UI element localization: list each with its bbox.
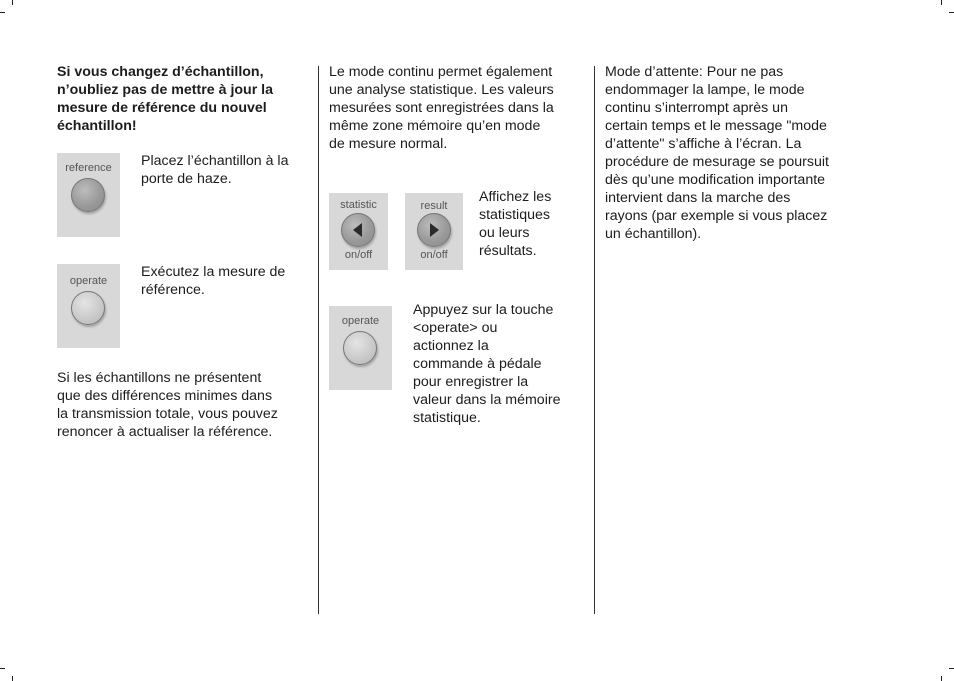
statistic-key-label: statistic <box>340 199 377 211</box>
reference-note: Si les échantillons ne présentent que des différences minimes dans la transmission totale, vous pouvez renoncer à actualiser la référence. <box>57 370 278 440</box>
continuous-mode-intro: Le mode continu permet également une analyse statistique. Les valeurs mesurées sont enregistrées dans la même zone mémoire qu’en mode de mesure normal. <box>329 64 554 152</box>
result-key-panel <box>405 193 463 270</box>
step1-text: Placez l’échantillon à la porte de haze. <box>141 153 289 187</box>
operate-button-icon[interactable] <box>71 291 105 325</box>
crop-mark <box>941 676 942 681</box>
crop-mark <box>12 676 13 681</box>
left-arrow-button-icon[interactable] <box>341 213 375 247</box>
operate-button-icon-2[interactable] <box>343 331 377 365</box>
reference-key-panel <box>57 153 120 237</box>
operate-key-label: operate <box>69 275 108 287</box>
step2-text: Exécutez la mesure de référence. <box>141 264 286 298</box>
column-divider <box>594 66 595 614</box>
crop-mark <box>0 668 5 669</box>
operate-key-label-2: operate <box>341 315 380 327</box>
reference-button-icon[interactable] <box>71 178 105 212</box>
result-onoff-label: on/off <box>420 249 448 261</box>
statistic-key-panel <box>329 193 388 270</box>
operate-key-panel <box>57 264 120 348</box>
standby-mode-text: Mode d’attente: Pour ne pas endommager la lampe, le mode continu s’interrompt après un certain temps et le message "mode d’attente" s’affiche à l’écran. La procédure de mesurage se poursuit dès qu’une modification importante intervient dans la marche des rayons (par exemple si vous placez un échantillon). <box>605 64 829 242</box>
reference-key-label: reference <box>65 162 112 174</box>
operate-key-panel-2 <box>329 306 392 390</box>
crop-mark <box>941 0 942 5</box>
right-arrow-button-icon[interactable] <box>417 213 451 247</box>
crop-mark <box>12 0 13 5</box>
column-divider <box>318 66 319 614</box>
crop-mark <box>949 668 954 669</box>
crop-mark <box>949 12 954 13</box>
statistic-onoff-label: on/off <box>344 249 373 261</box>
statistics-text: Affichez les statistiques ou leurs résultats. <box>479 189 552 259</box>
operate-store-text: Appuyez sur la touche <operate> ou actionnez la commande à pédale pour enregistrer la valeur dans la mémoire statistique. <box>413 302 561 426</box>
result-key-label: result <box>420 200 448 212</box>
crop-mark <box>0 12 5 13</box>
reference-warning: Si vous changez d’échantillon, n’oubliez pas de mettre à jour la mesure de référence du nouvel échantillon! <box>57 64 274 134</box>
